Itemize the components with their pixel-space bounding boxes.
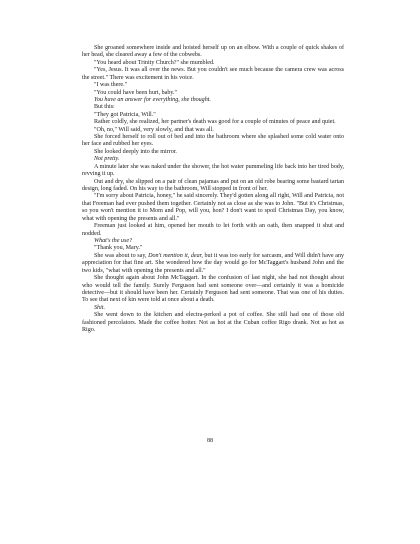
body-text: [82, 45, 344, 334]
paragraph: Not pretty.: [94, 156, 120, 163]
paragraph: What's the use?: [94, 237, 133, 244]
paragraph: She went down to the kitchen and electra-perked a pot of coffee. She still had one of those old fashioned percolators. Made the coffee hotter. Not as hot at the Cuban coffee Rigo drank. Not as hot as Rigo.: [82, 312, 344, 334]
paragraph: "Oh, no," Will said, very slowly, and that was all.: [94, 126, 214, 133]
paragraph: "Thank you, Mary.": [94, 245, 143, 252]
paragraph: Shit.: [94, 304, 105, 311]
paragraph: She groaned somewhere inside and hoisted herself up on an elbow. With a couple of quick shakes of her head, she cleared away a few of the cobwebs.: [82, 45, 344, 59]
paragraph: "They got Patricia, Will.": [94, 111, 156, 118]
paragraph: "You could have been hurt, baby.": [94, 89, 178, 96]
paragraph: Rather coldly, she realized, her partner's death was good for a couple of minutes of peace and quiet.: [94, 119, 336, 126]
paragraph: A minute later she was naked under the shower, the hot water pummeling life back into her tired body, revving it up.: [82, 163, 344, 178]
paragraph: "I'm sorry about Patricia, honey," he said sincerely. They'd gotten along all right, Will and Patricia, not that Freeman had ever pushed them together. Certainly not as close as she was to John. "But it's Christmas, so you won't mention it to Mom and Pop, will you, hon? I don't want to spoil Christmas Day, you know, what with opening the presents and all.": [82, 193, 344, 222]
paragraph: She looked deeply into the mirror.: [94, 148, 177, 155]
paragraph: Out and dry, she slipped on a pair of clean pajamas and put on an old robe bearing some bastard tartan design, long faded. On his way to the bathroom, Will stopped in front of her.: [82, 178, 344, 193]
paragraph: She forced herself to roll out of bed and into the bathroom where she splashed some cold water onto her face and rubbed her eyes.: [82, 134, 344, 148]
paragraph: She was about to say, Don't mention it, dear, but it was too early for sarcasm, and Will didn't have any appreciation for that fine art. She wondered how the day would go for McTaggart's husband John and the two kids, "what with opening the presents and all.": [82, 252, 345, 274]
page-number: 88: [206, 438, 214, 444]
paragraph: "Yes, Jesus. It was all over the news. But you couldn't see much because the camera crew was across the street." There was excitement in his voice.: [82, 67, 344, 81]
paragraph: "I was there.": [94, 82, 128, 89]
paragraph: She thought again about John McTaggart. In the confusion of last night, she had not thought about who would tell the family. Surely Ferguson had sent someone over—and certainly it was a homicide detective—but it should have been her. Certainly Ferguson had sent someone. That was one of his duties. To see that next of kin were told at once about a death.: [82, 275, 344, 304]
paragraph: But this:: [94, 104, 115, 111]
paragraph: "You heard about Trinity Church?" she mumbled.: [94, 59, 215, 66]
paragraph: Freeman just looked at him, opened her mouth to let forth with an oath, then snapped it shut and nodded.: [82, 223, 344, 237]
paragraph: You have an answer for everything, she thought.: [94, 96, 211, 103]
